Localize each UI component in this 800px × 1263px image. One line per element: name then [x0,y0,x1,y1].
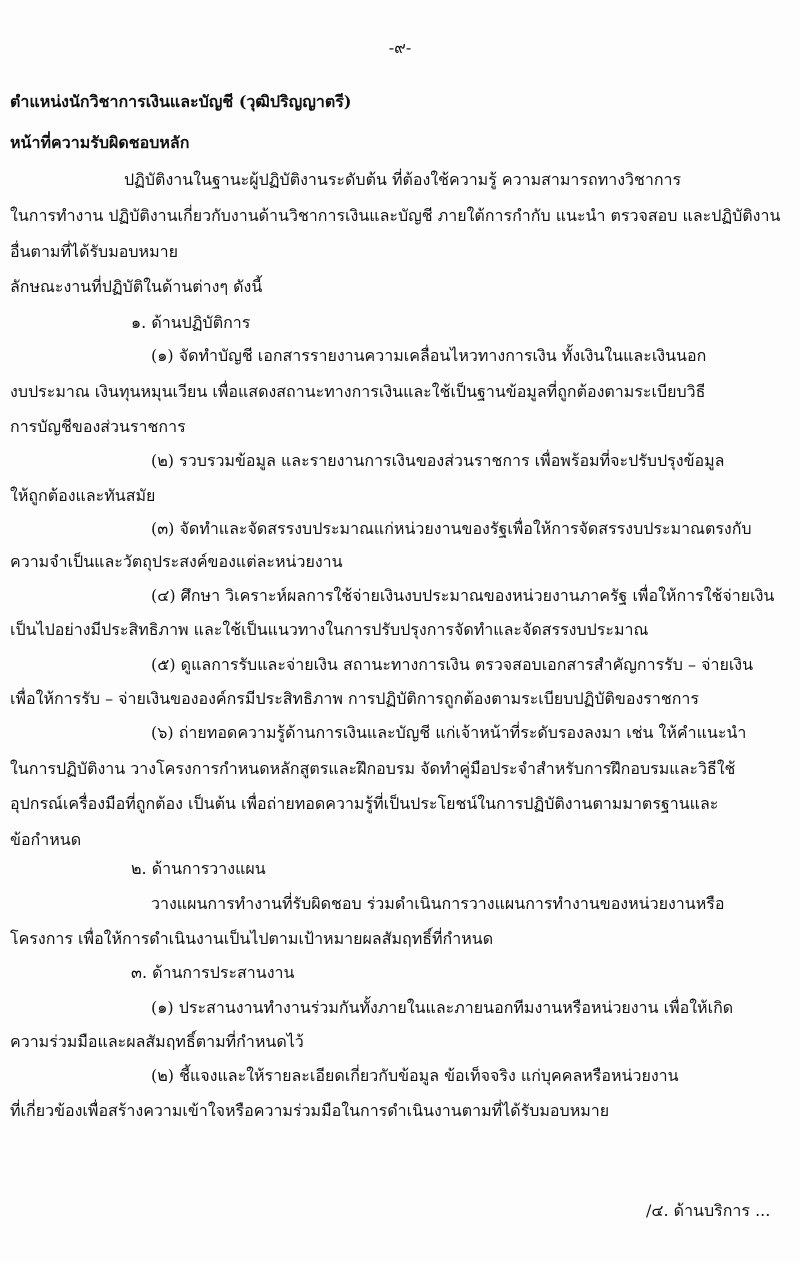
operations-item-1-line-1: (๑) จัดทำบัญชี เอกสารรายงานความเคลื่อนไหวทางการเงิน ทั้งเงินในและเงินนอก [151,346,707,365]
operations-item-6-line-2: ในการปฏิบัติงาน วางโครงการกำหนดหลักสูตรและฝึกอบรม จัดทำคู่มือประจำสำหรับการฝึกอบรมและวิธีใช้ [10,759,736,778]
planning-line-1: วางแผนการทำงานที่รับผิดชอบ ร่วมดำเนินการวางแผนการทำงานของหน่วยงานหรือ [151,894,725,913]
page-number: -๙- [388,38,412,57]
intro-line-1: ปฏิบัติงานในฐานะผู้ปฏิบัติงานระดับต้น ที่ต้องใช้ความรู้ ความสามารถทางวิชาการ [124,170,682,189]
coordination-item-1-line-1: (๑) ประสานงานทำงานร่วมกันทั้งภายในและภายนอกทีมงานหรือหน่วยงาน เพื่อให้เกิด [151,998,734,1017]
operations-item-5-line-2: เพื่อให้การรับ – จ่ายเงินขององค์กรมีประสิทธิภาพ การปฏิบัติการถูกต้องตามระเบียบปฏิบัติของราชการ [10,689,699,708]
section-title: หน้าที่ความรับผิดชอบหลัก [10,133,190,152]
planning-title: ๒. ด้านการวางแผน [131,859,266,878]
operations-item-1-line-3: การบัญชีของส่วนราชการ [10,417,186,436]
planning-line-2: โครงการ เพื่อให้การดำเนินงานเป็นไปตามเป้าหมายผลสัมฤทธิ์ที่กำหนด [10,929,494,948]
coordination-title: ๓. ด้านการประสานงาน [131,963,295,982]
operations-item-4-line-1: (๔) ศึกษา วิเคราะห์ผลการใช้จ่ายเงินงบประมาณของหน่วยงานภาครัฐ เพื่อให้การใช้จ่ายเงิน [151,586,775,605]
operations-item-6-line-4: ข้อกำหนด [10,830,82,849]
operations-item-6-line-3: อุปกรณ์เครื่องมือที่ถูกต้อง เป็นต้น เพื่อถ่ายทอดความรู้ที่เป็นประโยชน์ในการปฏิบัติงานตามมาตรฐานและ [10,794,719,813]
operations-item-3-line-1: (๓) จัดทำและจัดสรรงบประมาณแก่หน่วยงานของรัฐเพื่อให้การจัดสรรงบประมาณตรงกับ [151,519,752,538]
coordination-item-1-line-2: ความร่วมมือและผลสัมฤทธิ์ตามที่กำหนดไว้ [10,1032,304,1051]
operations-item-2-line-2: ให้ถูกต้องและทันสมัย [10,486,156,505]
operations-item-4-line-2: เป็นไปอย่างมีประสิทธิภาพ และใช้เป็นแนวทางในการปรับปรุงการจัดทำและจัดสรรงบประมาณ [10,620,649,639]
operations-item-2-line-1: (๒) รวบรวมข้อมูล และรายงานการเงินของส่วนราชการ เพื่อพร้อมที่จะปรับปรุงข้อมูล [151,451,725,470]
continuation-marker: /๔. ด้านบริการ ... [646,1201,771,1220]
operations-item-3-line-2: ความจำเป็นและวัตถุประสงค์ของแต่ละหน่วยงาน [10,552,343,571]
intro-line-3: อื่นตามที่ได้รับมอบหมาย [10,242,178,261]
coordination-item-2-line-1: (๒) ชี้แจงและให้รายละเอียดเกี่ยวกับข้อมูล ข้อเท็จจริง แก่บุคคลหรือหน่วยงาน [151,1066,679,1085]
intro-line-2: ในการทำงาน ปฏิบัติงานเกี่ยวกับงานด้านวิชาการเงินและบัญชี ภายใต้การกำกับ แนะนำ ตรวจสอบ และปฏิบัติงาน [10,206,781,225]
operations-item-1-line-2: งบประมาณ เงินทุนหมุนเวียน เพื่อแสดงสถานะทางการเงินและใช้เป็นฐานข้อมูลที่ถูกต้องตามระเบียบวิธี [10,382,706,401]
operations-item-6-line-1: (๖) ถ่ายทอดความรู้ด้านการเงินและบัญชี แก่เจ้าหน้าที่ระดับรองลงมา เช่น ให้คำแนะนำ [151,723,747,742]
operations-title: ๑. ด้านปฏิบัติการ [131,313,251,332]
position-heading: ตำแหน่งนักวิชาการเงินและบัญชี (วุฒิปริญญาตรี) [10,92,352,111]
operations-item-5-line-1: (๕) ดูแลการรับและจ่ายเงิน สถานะทางการเงิน ตรวจสอบเอกสารสำคัญการรับ – จ่ายเงิน [151,655,754,674]
coordination-item-2-line-2: ที่เกี่ยวข้องเพื่อสร้างความเข้าใจหรือความร่วมมือในการดำเนินงานตามที่ได้รับมอบหมาย [10,1101,610,1120]
characteristics-label: ลักษณะงานที่ปฏิบัติในด้านต่างๆ ดังนี้ [10,277,263,296]
